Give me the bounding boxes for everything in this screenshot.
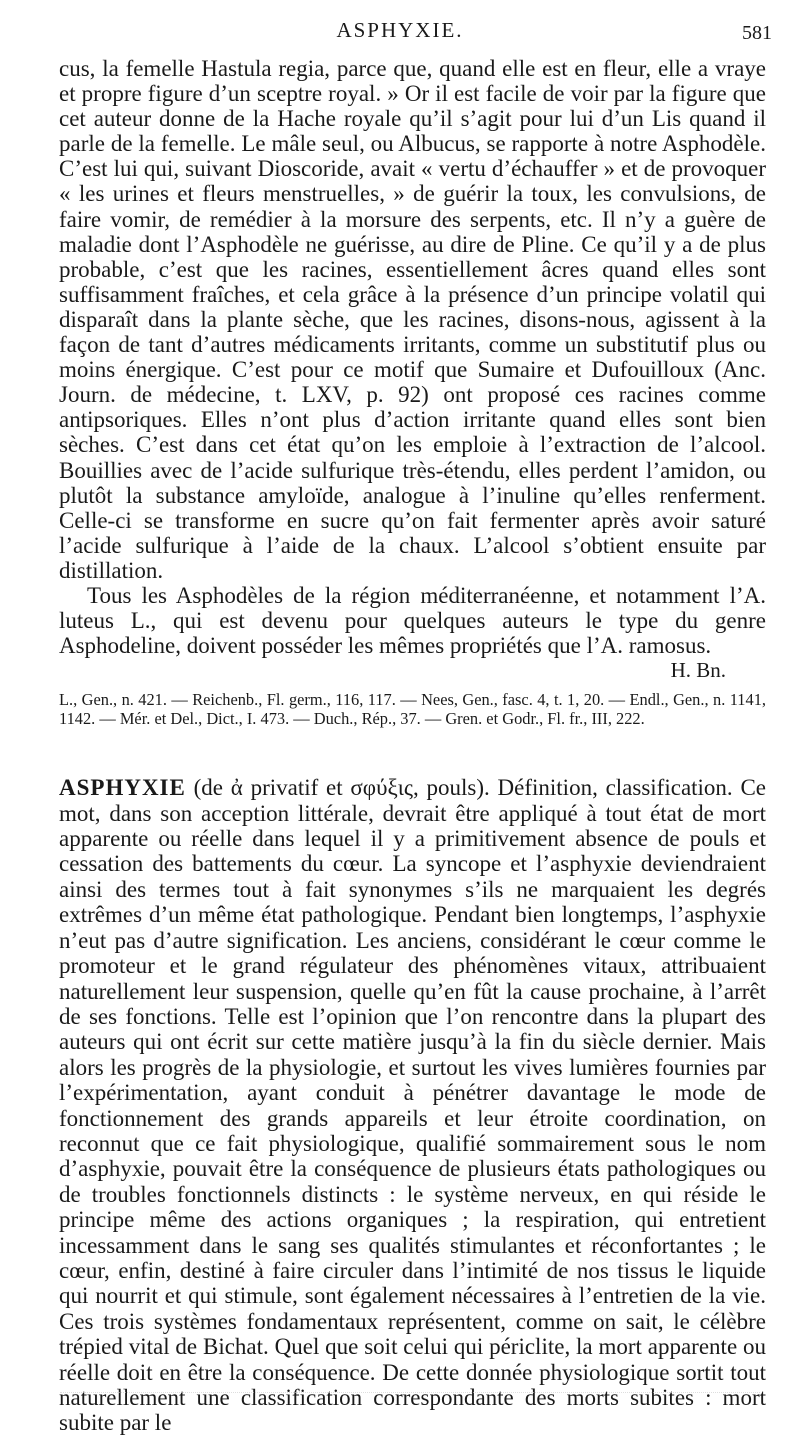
page-number: 581 (742, 22, 772, 44)
bibliography-references: L., Gen., n. 421. — Reichenb., Fl. germ., 116, 117. — Nees, Gen., fasc. 4, t. 1, 20. — Endl., Gen., n. 1141, 1142. — Mér. et Del., Dict., I. 473. — Duch., Rép., 37. — Gren. et Godr., Fl. fr., III, 222. (59, 690, 766, 728)
article-headword: ASPHYXIE (59, 775, 186, 801)
running-head (0, 18, 800, 48)
paragraph-asphodel-species: Tous les Asphodèles de la région méditerranéenne, et notamment l’A. luteus L., qui est devenu pour quelques auteurs le type du genre Asphodeline, doivent posséder les mêmes propriétés que l’A. ramosus. (59, 582, 766, 659)
article-asphyxie (59, 775, 766, 1436)
page-bottom-specks (60, 1392, 760, 1403)
author-signature: H. Bn. (670, 658, 726, 683)
paragraph-asphodel-continuation: cus, la femelle Hastula regia, parce que, quand elle est en fleur, elle a vraye et propre figure d’un sceptre royal. » Or il est facile de voir par la figure que cet auteur donne de la Hache royale qu’il s’agit pour lui d’un Lis quand il parle de la femelle. Le mâle seul, ou Albucus, se rapporte à notre Asphodèle. C’est lui qui, suivant Dioscoride, avait « vertu d’échauffer » et de provoquer « les urines et fleurs menstruelles, » de guérir la toux, les convulsions, de faire vomir, de remédier à la morsure des serpents, etc. Il n’y a guère de maladie dont l’Asphodèle ne guérisse, au dire de Pline. Ce qu’il y a de plus probable, c’est que les racines, essentiellement âcres quand elles sont suffisamment fraîches, et cela grâce à la présence d’un principe volatil qui disparaît dans la plante sèche, que les racines, disons-nous, agissent à la façon de tant d’autres médicaments irritants, comme un substitutif plus ou moins énergique. C’est pour ce motif que Sumaire et Dufouilloux (Anc. Journ. de médecine, t. LXV, p. 92) ont proposé ces racines comme antipsoriques. Elles n’ont plus d’action irritante quand elles sont bien sèches. C’est dans cet état qu’on les emploie à l’extraction de l’alcool. Bouillies avec de l’acide sulfurique très-étendu, elles perdent l’amidon, ou plutôt la substance amyloïde, analogue à l’inuline qu’elles renferment. Celle-ci se transforme en sucre qu’on fait fermenter après avoir saturé l’acide sulfurique à l’aide de la chaux. L’alcool s’obtient ensuite par distillation. (59, 56, 766, 583)
article-body: (de ἀ privatif et σφύξις, pouls). Définition, classification. Ce mot, dans son acception littérale, devrait être appliqué à tout état de mort apparente ou réelle dans lequel il y a primitivement absence de pouls et cessation des battements du cœur. La syncope et l’asphyxie deviendraient ainsi des termes tout à fait synonymes s’ils ne marquaient les degrés extrêmes d’un même état pathologique. Pendant bien longtemps, l’asphyxie n’eut pas d’autre signification. Les anciens, considérant le cœur comme le promoteur et le grand régulateur des phénomènes vitaux, attribuaient naturellement leur suspension, quelle qu’en fût la cause prochaine, à l’arrêt de ses fonctions. Telle est l’opinion que l’on rencontre dans la plupart des auteurs qui ont écrit sur cette matière jusqu’à la fin du siècle dernier. Mais alors les progrès de la physiologie, et surtout les vives lumières fournies par l’expérimentation, ayant conduit à pénétrer davantage le mode de fonctionnement des grands appareils et leur étroite coordination, on reconnut que ce fait physiologique, qualifié sommairement sous le nom d’asphyxie, pouvait être la conséquence de plusieurs états pathologiques ou de troubles fonctionnels distincts : le système nerveux, en qui réside le principe même des actions organiques ; la respiration, qui entretient incessamment dans le sang ses qualités stimulantes et réconfortantes ; le cœur, enfin, destiné à faire circuler dans l’intimité de nos tissus le liquide qui nourrit et qui stimule, sont également nécessaires à l’entretien de la vie. Ces trois systèmes fondamentaux représentent, comme on sait, le célèbre trépied vital de Bichat. Quel que soit celui qui périclite, la mort apparente ou réelle doit en être la conséquence. De cette donnée physiologique sortit tout naturellement une classification correspondante des morts subites : mort subite par le (59, 775, 766, 1436)
author-signature-line (59, 658, 766, 683)
body-text (59, 56, 766, 1436)
running-title: ASPHYXIE. (336, 18, 464, 42)
